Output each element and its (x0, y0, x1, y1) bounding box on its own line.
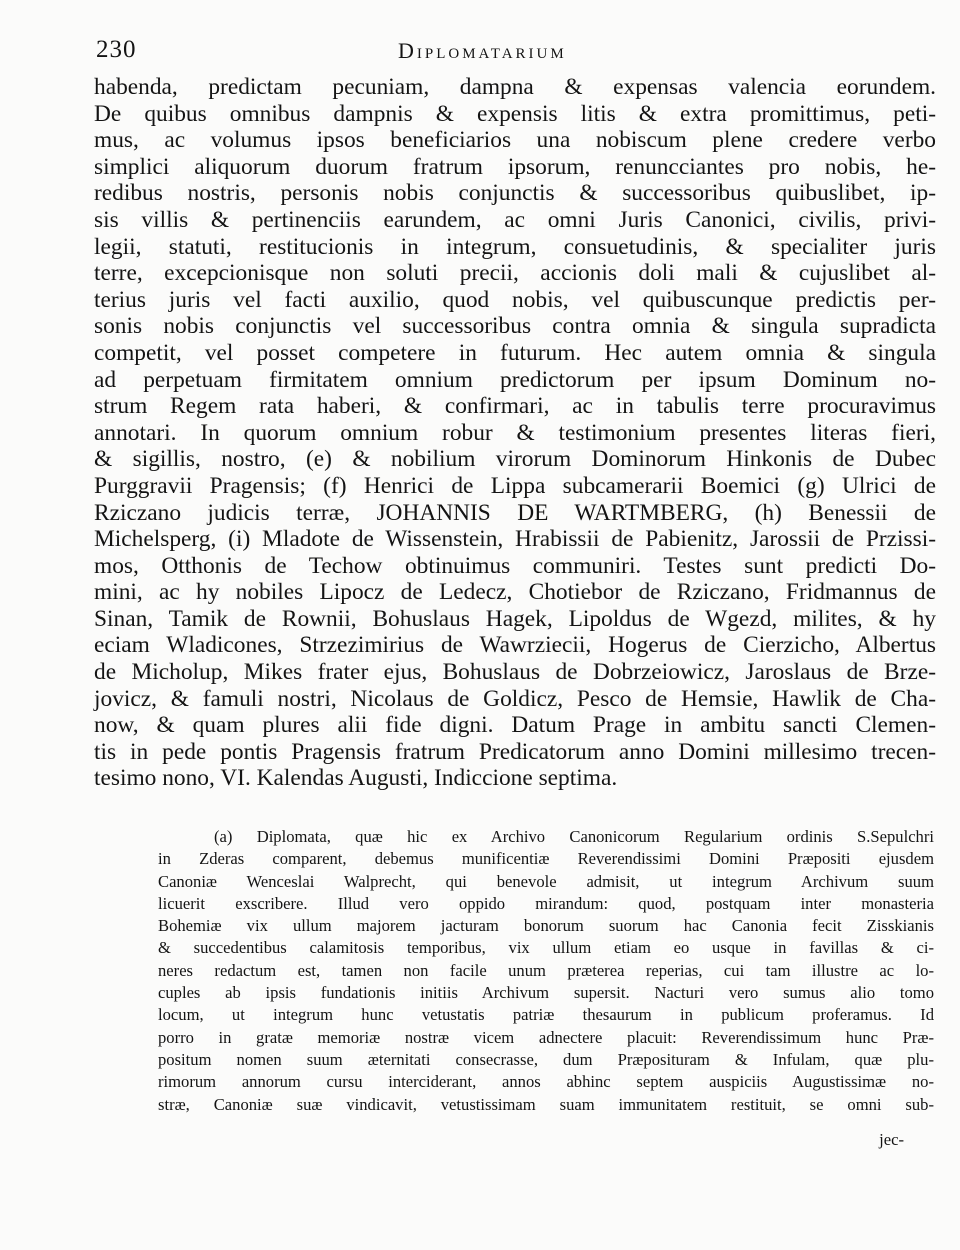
footnote-line: stræ, Canoniæ suæ vindicavit, vetustissimam suam immunitatem restituit, se omni sub- (158, 1094, 934, 1114)
text-line: & sigillis, nostro, (e) & nobilium virorum Dominorum Hinkonis de Dubec (94, 446, 936, 473)
text-line: tis in pede pontis Pragensis fratrum Predicatorum anno Domini millesimo trecen- (94, 738, 936, 765)
text-line: now, & quam plures alii fide digni. Datum Prage in ambitu sancti Clemen- (94, 712, 936, 739)
text-line: Purggravii Pragensis; (f) Henrici de Lippa subcamerarii Boemici (g) Ulrici de (94, 472, 936, 499)
text-line: Michelsperg, (i) Mladote de Wissenstein, Hrabissii de Pabienitz, Jarossii de Przissi- (94, 526, 936, 553)
text-line-last: tesimo nono, VI. Kalendas Augusti, Indiccione septima. (94, 765, 618, 792)
footnote-line: porro in gratæ memoriæ nostræ vicem adnectere placuit: Reverendissimum hunc Præ- (158, 1027, 934, 1047)
text-line: sonis nobis conjunctis vel successoribus contra omnia & singula supradicta (94, 313, 936, 340)
text-line: redibus nostris, personis nobis conjunctis & successoribus quibuslibet, ip- (94, 180, 936, 207)
main-text-block (94, 74, 936, 792)
text-line: eciam Wladicones, Strzezimirius de Wawrziecii, Hogerus de Cierzicho, Albertus (94, 632, 936, 659)
text-line: habenda, predictam pecuniam, dampna & expensas valencia eorundem. (94, 74, 936, 100)
footnote-line: (a) Diplomata, quæ hic ex Archivo Canonicorum Regularium ordinis S.Sepulchri (214, 827, 934, 846)
text-line: De quibus omnibus dampnis & expensis litis & extra promittimus, peti- (94, 100, 936, 127)
text-line: mus, ac volumus ipsos beneficiarios una nobiscum plene credere verbo (94, 127, 936, 154)
text-line: legii, statuti, restitucionis in integrum, consuetudinis, & specialiter juris (94, 233, 936, 260)
text-line: simplici aliquorum duorum fratrum ipsorum, renuncciantes pro nobis, he- (94, 153, 936, 180)
text-line: de Micholup, Mikes frater ejus, Bohuslaus de Dobrzeiowicz, Jaroslaus de Brze- (94, 659, 936, 686)
footnote-line: rimorum annorum cursu interciderant, annos abhinc septem auspiciis Augustissimæ no- (158, 1072, 934, 1092)
text-line: mos, Otthonis de Techow obtinuimus communiri. Testes sunt predicti Do- (94, 552, 936, 579)
text-line: terius juris vel facti auxilio, quod nobis, vel quibuscunque predictis per- (94, 286, 936, 313)
footnote-line: in Zderas comparent, debemus munificentiæ Reverendissimi Domini Præpositi ejusdem (158, 849, 934, 869)
text-line: strum Regem rata haberi, & confirmari, ac in tabulis terre procuravimus (94, 393, 936, 420)
text-line: Sinan, Tamik de Rownii, Bohuslaus Hagek, Lipoldus de Wgezd, milites, & hy (94, 605, 936, 632)
footnote-line: licuerit exscribere. Illud vero oppido mirandum: quod, postquam inter monasteria (158, 893, 934, 913)
catchword: jec- (879, 1130, 904, 1149)
text-line: mini, ac hy nobiles Lipocz de Ledecz, Chotiebor de Rziczano, Fridmannus de (94, 579, 936, 606)
text-line: ad perpetuam firmitatem omnium predictorum per ipsum Dominum no- (94, 366, 936, 393)
text-line: terre, excepcionisque non soluti precii, accionis doli mali & cujuslibet al- (94, 260, 936, 287)
footnote-line: neres redactum est, tamen non facile unum præterea reperias, cui tam illustre ac lo- (158, 960, 934, 980)
text-line: annotari. In quorum omnium robur & testimonium presentes literas fieri, (94, 419, 936, 446)
text-line: Rziczano judicis terræ, JOHANNIS DE WARTMBERG, (h) Benessii de (94, 499, 936, 526)
footnote-line: & succedentibus calamitosis temporibus, vix ullum etiam eo usque in favillas & ci- (158, 938, 934, 958)
running-title: Diplomatarium (398, 38, 567, 63)
footnote-block (158, 826, 934, 1116)
footnote-line: Bohemiæ vix ullum majorem jacturam bonorum suorum hac Canonia fecit Zisskianis (158, 916, 934, 936)
footnote-line: cuples ab ipsis fundationis initiis Archivum supersit. Nacturi vero sumus alio tomo (158, 983, 934, 1003)
page-number: 230 (96, 36, 137, 63)
text-line: sis villis & pertinenciis earundem, ac omni Juris Canonici, civilis, privi- (94, 206, 936, 233)
footnote-line: positum nomen suum æternitati consecrasse, dum Præposituram & Infulam, quæ plu- (158, 1049, 934, 1069)
text-line: competit, vel posset competere in futurum. Hec autem omnia & singula (94, 339, 936, 366)
page-header (96, 32, 936, 68)
footnote-line: locum, ut integrum hunc vetustatis patriæ thesaurum in publicum proferamus. Id (158, 1005, 934, 1025)
footnote-line: Canoniæ Wenceslai Walprecht, qui benevole admisit, ut integrum Archivum suum (158, 871, 934, 891)
text-line: jovicz, & famuli nostri, Nicolaus de Goldicz, Pesco de Hemsie, Hawlik de Cha- (94, 685, 936, 712)
